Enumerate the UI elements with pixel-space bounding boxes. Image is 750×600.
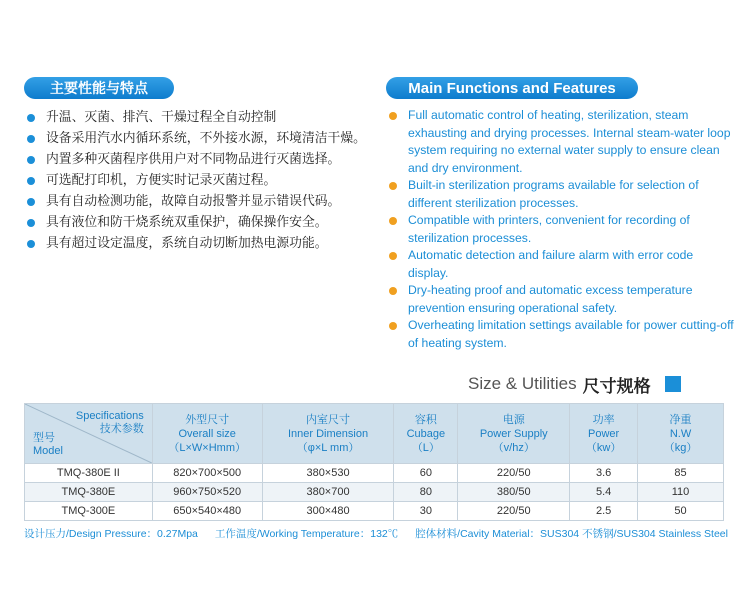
table-cell: 85 [638,464,724,483]
model-cell: TMQ-380E II [25,464,153,483]
english-section-header [386,77,638,99]
bullet-icon [27,114,35,122]
bullet-icon [389,112,397,120]
bullet-icon [27,219,35,227]
feature-text: 具有自动检测功能，故障自动报警并显示错误代码。 [46,194,341,209]
corner-header-cell [25,404,153,464]
list-item [386,247,736,282]
table-cell: 50 [638,502,724,521]
bullet-icon [389,322,397,330]
cavity-material-text: 腔体材料/Cavity Material：SUS304 不锈钢/SUS304 Stainless Steel [415,528,728,540]
table-cell: 60 [394,464,458,483]
table-cell: 650×540×480 [152,502,262,521]
table-cell: 110 [638,483,724,502]
english-feature-list [386,107,736,352]
feature-text: 内置多种灭菌程序供用户对不同物品进行灭菌选择。 [46,152,341,167]
feature-text: Full automatic control of heating, sterilization, steam exhausting and drying processes. Internal steam-water loop system requiring no external water supply to ensure clean and dry environment. [408,108,731,175]
table-row [25,502,724,521]
list-item [24,170,369,191]
corner-model-en: Model [33,445,63,457]
feature-text: 升温、灭菌、排汽、干燥过程全自动控制 [46,110,277,125]
square-marker-icon [665,376,681,392]
feature-text: Overheating limitation settings available for power cutting-off of heating system. [408,318,734,350]
feature-text: 具有超过设定温度，系统自动切断加热电源功能。 [46,236,328,251]
table-cell: 80 [394,483,458,502]
bullet-icon [389,252,397,260]
bullet-icon [389,217,397,225]
list-item [24,149,369,170]
corner-spec-cn: 技术参数 [99,423,144,435]
table-cell: 380×700 [262,483,394,502]
table-cell: 5.4 [570,483,638,502]
feature-text: 设备采用汽水内循环系统，不外接水源，环境清洁干燥。 [46,131,366,146]
chinese-feature-list [24,107,369,254]
list-item [386,107,736,177]
feature-text: Compatible with printers, convenient for recording of sterilization processes. [408,213,690,245]
bullet-icon [27,240,35,248]
corner-model-label [33,432,63,458]
chinese-section-header-text: 主要性能与特点 [50,81,148,97]
column-header-power-supply: 电源 Power Supply （v/hz） [458,404,570,464]
english-section-header-text: Main Functions and Features [408,79,616,97]
table-cell: 3.6 [570,464,638,483]
footer-specs [24,526,734,541]
table-cell: 380/50 [458,483,570,502]
list-item [386,177,736,212]
feature-text: Dry-heating proof and automatic excess temperature prevention ensuring operational safety. [408,283,693,315]
model-cell: TMQ-380E [25,483,153,502]
list-item [24,128,369,149]
bullet-icon [389,287,397,295]
feature-text: 具有液位和防干烧系统双重保护，确保操作安全。 [46,215,328,230]
corner-spec-en: Specifications [75,410,144,422]
table-cell: 300×480 [262,502,394,521]
bullet-icon [27,177,35,185]
working-temperature-text: 工作温度/Working Temperature：132℃ [214,528,399,540]
bullet-icon [27,156,35,164]
list-item [24,107,369,128]
column-header-net-weight: 净重 N.W （kg） [638,404,724,464]
size-utilities-title-en: Size & Utilities [468,374,577,393]
design-pressure-text: 设计压力/Design Pressure：0.27Mpa [24,528,198,540]
list-item [24,212,369,233]
chinese-section-header [24,77,174,99]
column-header-inner-dimension: 内室尺寸 Inner Dimension （φ×L mm） [262,404,394,464]
feature-text: 可选配打印机，方便实时记录灭菌过程。 [46,173,277,188]
list-item [386,212,736,247]
list-item [386,317,736,352]
table-cell: 2.5 [570,502,638,521]
corner-model-cn: 型号 [33,432,55,444]
model-cell: TMQ-300E [25,502,153,521]
size-utilities-title [468,372,681,396]
feature-text: Automatic detection and failure alarm with error code display. [408,248,694,280]
column-header-power: 功率 Power （kw） [570,404,638,464]
table-row [25,464,724,483]
table-cell: 960×750×520 [152,483,262,502]
column-header-cubage: 容积 Cubage （L） [394,404,458,464]
list-item [24,191,369,212]
column-header-overall-size: 外型尺寸 Overall size （L×W×Hmm） [152,404,262,464]
table-cell: 220/50 [458,464,570,483]
table-header-row [25,404,724,464]
table-cell: 820×700×500 [152,464,262,483]
table-cell: 380×530 [262,464,394,483]
feature-text: Built-in sterilization programs available for selection of different sterilization processes. [408,178,699,210]
table-cell: 30 [394,502,458,521]
list-item [24,233,369,254]
list-item [386,282,736,317]
bullet-icon [27,135,35,143]
size-utilities-title-cn: 尺寸规格 [582,376,651,397]
bullet-icon [27,198,35,206]
corner-spec-label [76,410,144,436]
table-row [25,483,724,502]
bullet-icon [389,182,397,190]
table-cell: 220/50 [458,502,570,521]
specifications-table [24,403,724,521]
